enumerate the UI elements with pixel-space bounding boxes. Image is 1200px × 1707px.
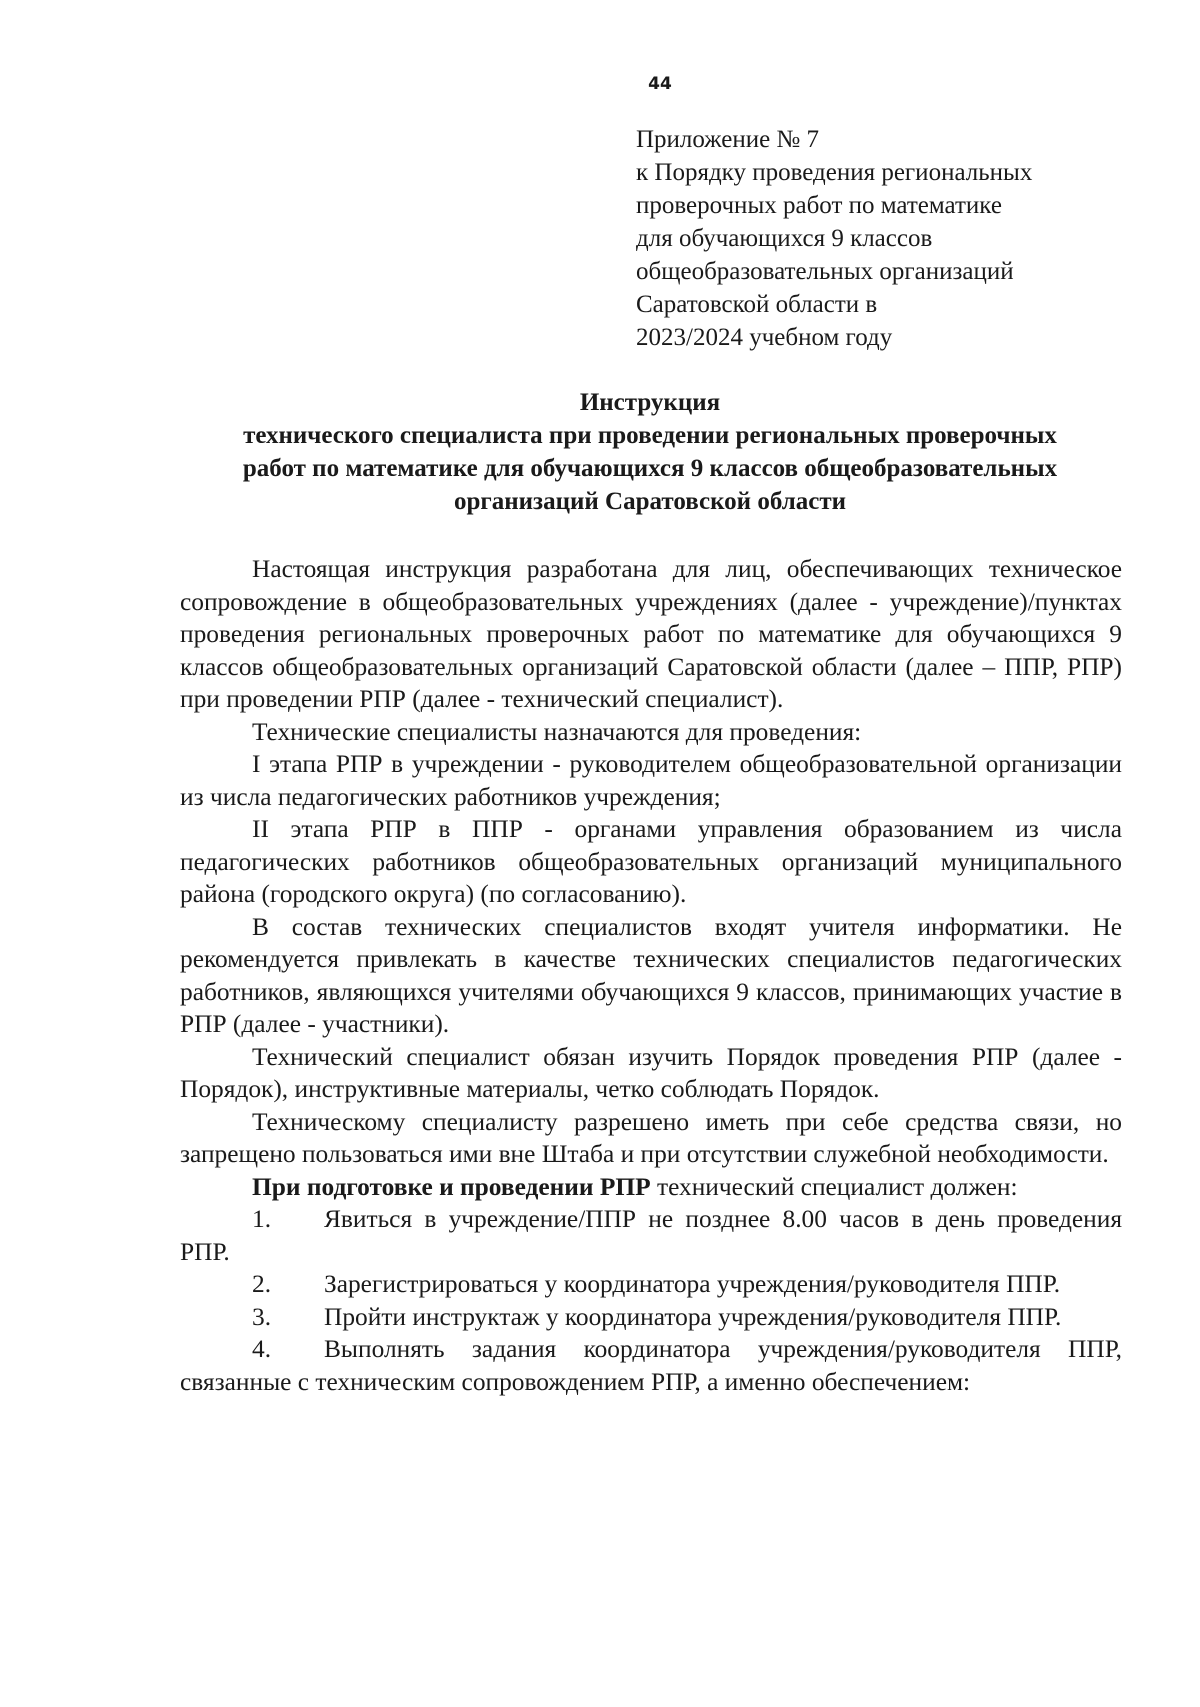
appendix-line: проверочных работ по математике xyxy=(636,192,1002,219)
paragraph-bold-lead: При подготовке и проведении РПР xyxy=(252,1172,651,1201)
list-item xyxy=(180,1333,1122,1398)
list-item-text: Выполнять задания координатора учреждения/руководителя ППР, связанные с техническим сопровождением РПР, а именно обеспечением: xyxy=(180,1335,1122,1396)
paragraph xyxy=(180,1171,1122,1204)
document-title xyxy=(170,386,1130,518)
appendix-line: к Порядку проведения региональных xyxy=(636,159,1033,186)
paragraph: Технический специалист обязан изучить Порядок проведения РПР (далее - Порядок), инструктивные материалы, четко соблюдать Порядок. xyxy=(180,1042,1122,1103)
title-line: технического специалиста при проведении региональных проверочных xyxy=(243,422,1057,449)
paragraph: I этапа РПР в учреждении - руководителем общеобразовательной организации из числа педагогических работников учреждения; xyxy=(180,750,1122,811)
appendix-line: 2023/2024 учебном году xyxy=(636,324,893,351)
appendix-line: для обучающихся 9 классов xyxy=(636,225,933,252)
paragraph: Настоящая инструкция разработана для лиц, обеспечивающих техническое сопровождение в общеобразовательных учреждениях (далее - учреждение)/пунктах проведения региональных проверочных работ по математике для обучающихся 9 классов общеобразовательных организаций Саратовской области (далее – ППР, РПР) при проведении РПР (далее - технический специалист). xyxy=(180,555,1122,713)
list-item xyxy=(180,1203,1122,1268)
list-item-text: Явиться в учреждение/ППР не позднее 8.00 часов в день проведения РПР. xyxy=(180,1205,1122,1266)
paragraph-rest: технический специалист должен: xyxy=(650,1172,1018,1201)
appendix-line: Приложение № 7 xyxy=(636,126,820,153)
list-item xyxy=(180,1301,1122,1334)
paragraph: В состав технических специалистов входят учителя информатики. Не рекомендуется привлекать в качестве технических специалистов педагогических работников, являющихся учителями обучающихся 9 классов, принимающих участие в РПР (далее - участники). xyxy=(180,912,1122,1038)
title-line: Инструкция xyxy=(579,389,721,416)
paragraph: II этапа РПР в ППР - органами управления образованием из числа педагогических работников общеобразовательных организаций муниципального района (городского округа) (по согласованию). xyxy=(180,815,1123,908)
list-item-number: 2. xyxy=(252,1270,272,1298)
document-body xyxy=(180,553,1122,1398)
list-item-number: 4. xyxy=(252,1335,272,1363)
title-line: организаций Саратовской области xyxy=(453,488,847,515)
paragraph: Техническому специалисту разрешено иметь при себе средства связи, но запрещено пользоваться ими вне Штаба и при отсутствии служебной необходимости. xyxy=(180,1107,1122,1168)
page-number: 44 xyxy=(648,74,672,94)
list-item xyxy=(180,1268,1122,1301)
list-item-text: Зарегистрироваться у координатора учреждения/руководителя ППР. xyxy=(324,1270,1061,1298)
paragraph: Технические специалисты назначаются для проведения: xyxy=(252,717,862,746)
appendix-header xyxy=(636,123,1136,354)
title-line: работ по математике для обучающихся 9 классов общеобразовательных xyxy=(242,455,1058,482)
list-item-number: 3. xyxy=(252,1302,272,1331)
list-item-text: Пройти инструктаж у координатора учреждения/руководителя ППР. xyxy=(324,1302,1062,1331)
appendix-line: общеобразовательных организаций xyxy=(636,258,1014,285)
appendix-line: Саратовской области в xyxy=(636,291,878,318)
list-item-number: 1. xyxy=(252,1205,272,1233)
